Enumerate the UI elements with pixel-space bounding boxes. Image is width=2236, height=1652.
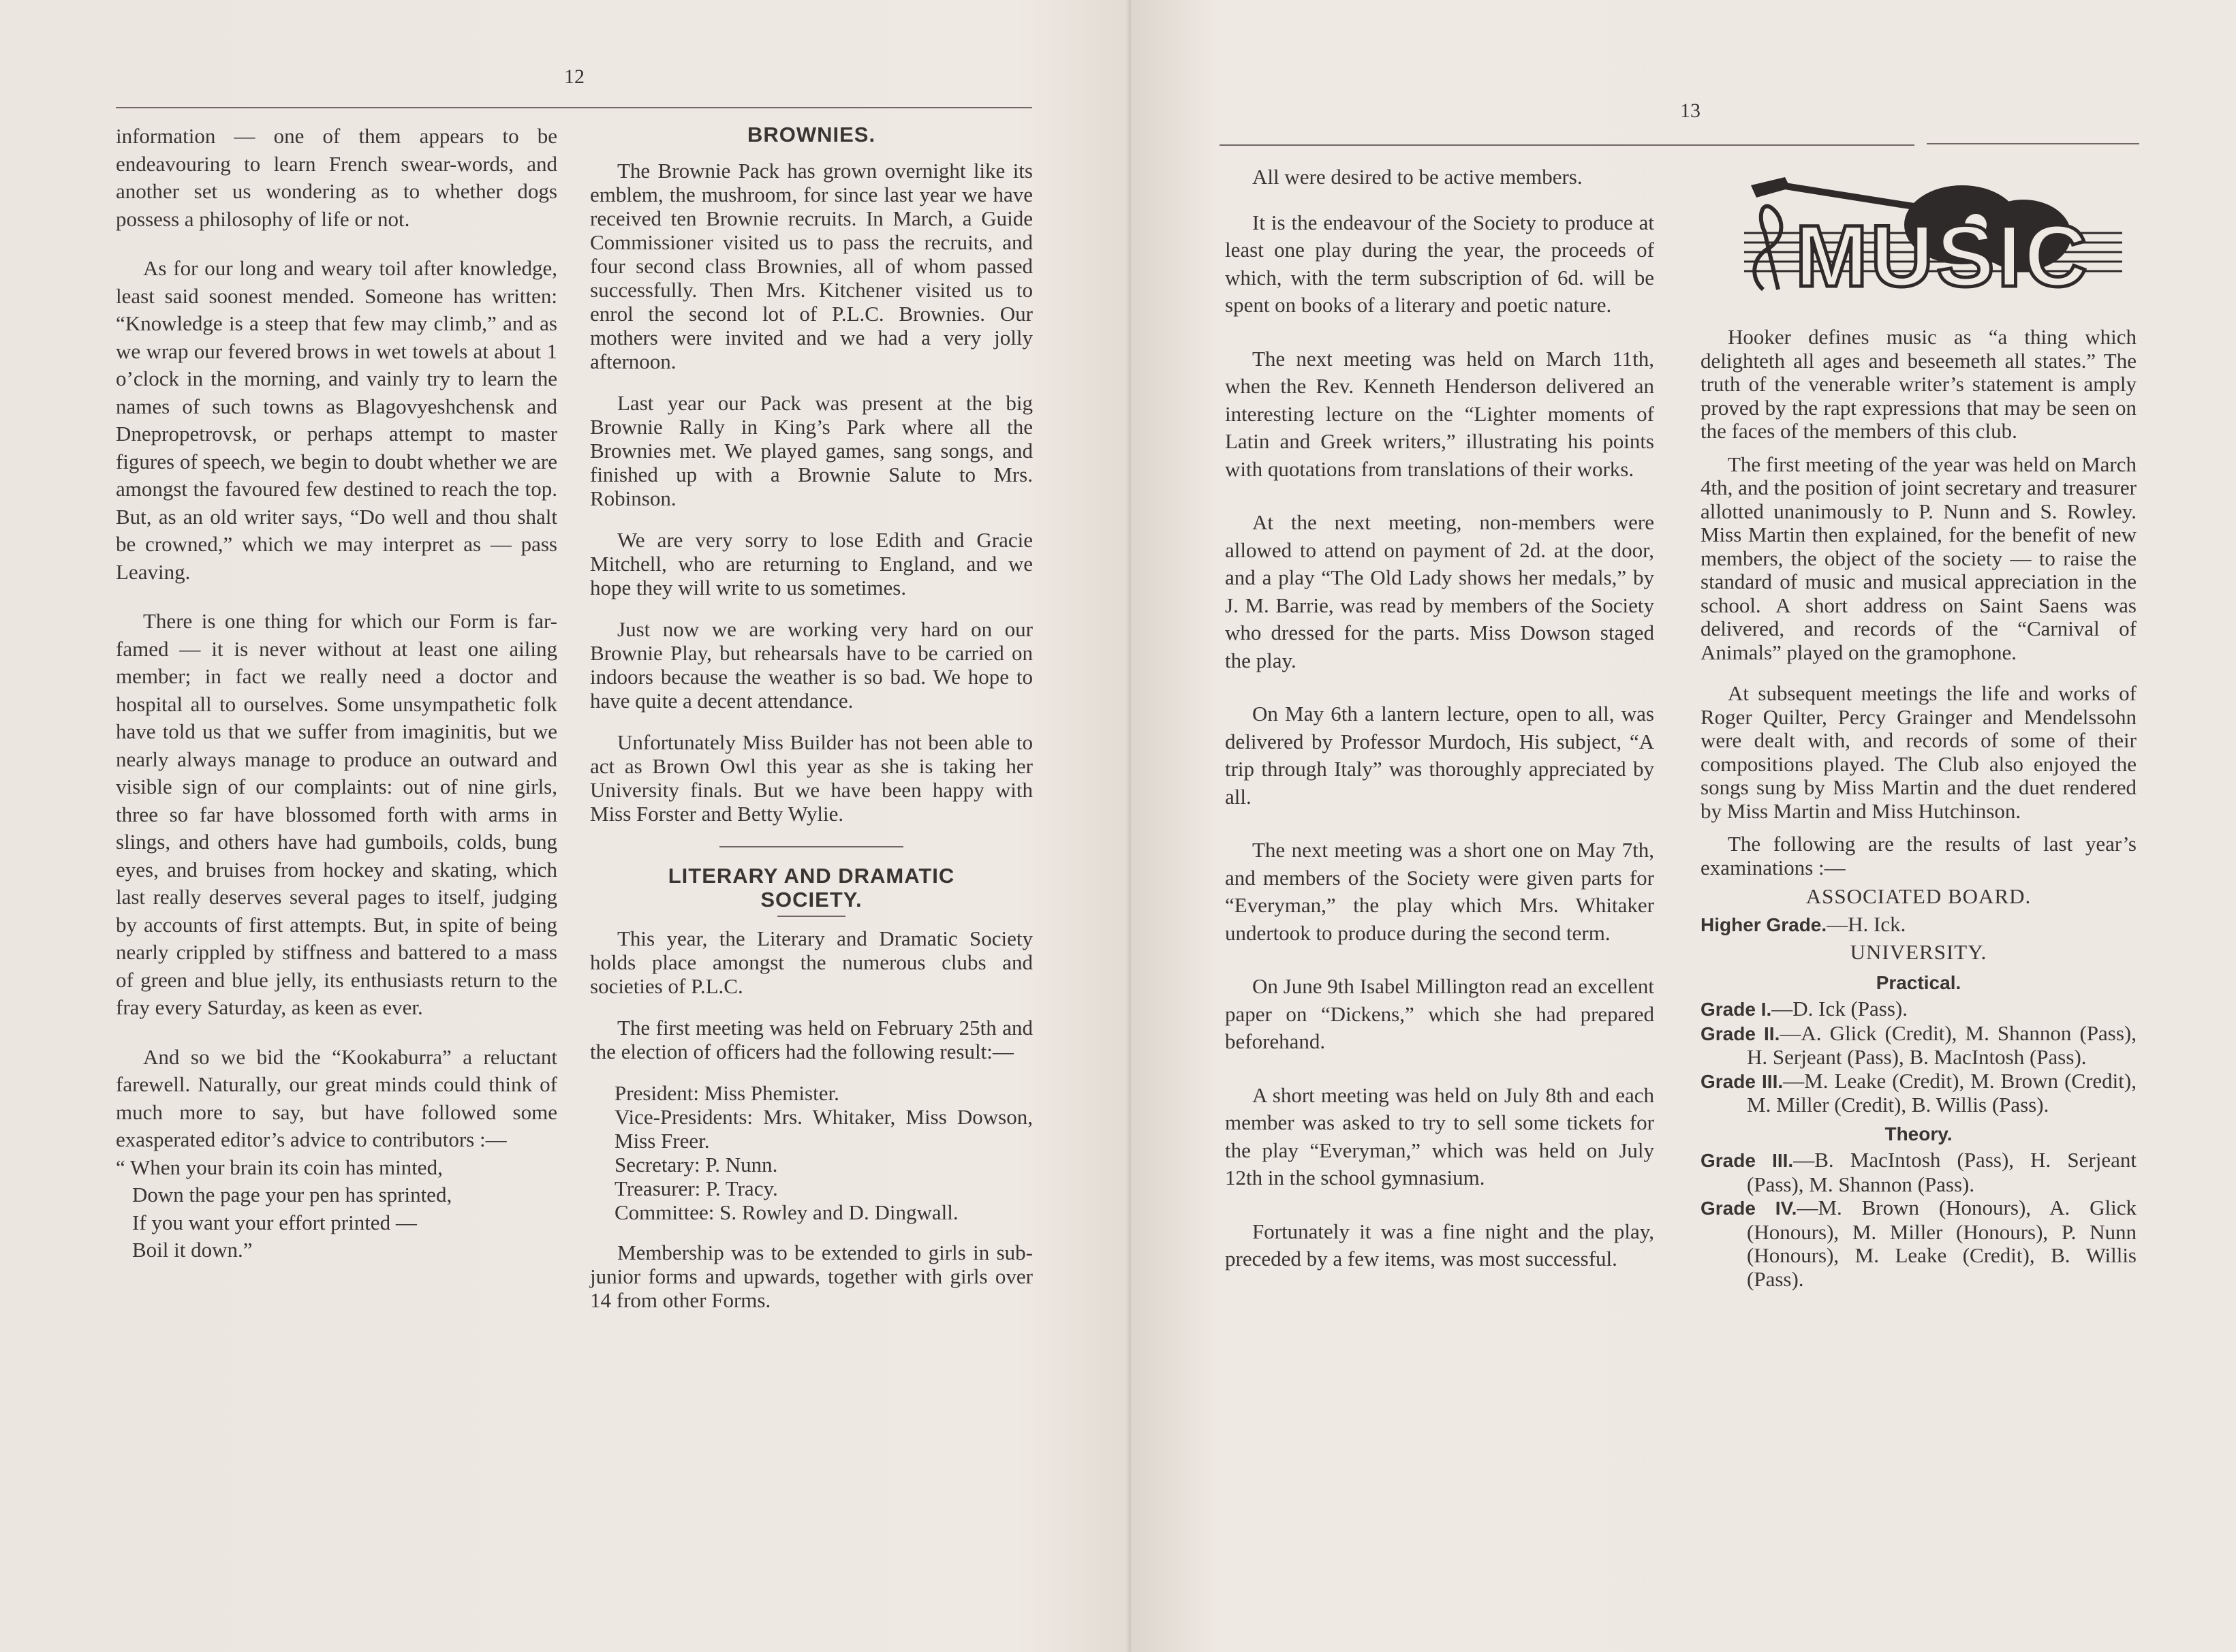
paragraph: As for our long and weary toil after knowledge, least said soonest mended. Someone has written: “Knowledge is a steep that few may climb,” and as we wrap our fevered brows in wet towels at about 1 o’clock in the morning, and vainly try to learn the names of such towns as Blagovyeshchensk and Dnepropetrovsk, or perhaps attempt to master figures of speech, we begin to doubt whether we are amongst the favoured few destined to reach the top. But, as an old writer says, “Do well and thou shalt be crowned,” which we may interpret as — pass Leaving. <box>116 256 557 584</box>
grade-text: —M. Leake (Credit), M. Brown (Credit), M. Miller (Credit), B. Willis (Pass). <box>1747 1068 2137 1117</box>
header-rule <box>1220 144 1914 146</box>
verse-line: Down the page your pen has sprinted, <box>132 1183 452 1206</box>
paragraph: On May 6th a lantern lecture, open to all, was delivered by Professor Murdoch, His subject, “A trip through Italy” was thoroughly appreciated by all. <box>1225 702 1654 809</box>
heading-associated-board: ASSOCIATED BOARD. <box>1805 884 2032 908</box>
higher-grade-line <box>1701 913 2137 937</box>
officer-line: Treasurer: P. Tracy. <box>615 1176 778 1200</box>
grade-label: Grade I. <box>1701 999 1772 1020</box>
paragraph: We are very sorry to lose Edith and Gracie Mitchell, who are returning to England, and we hope they will write to us sometimes. <box>590 528 1033 599</box>
heading-university: UNIVERSITY. <box>1850 940 1987 964</box>
paragraph: A short meeting was held on July 8th and each member was asked to try to sell some tickets for the play “Everyman,” which was held on July 12th in the school gymnasium. <box>1225 1082 1654 1189</box>
right-column-1 <box>1225 163 1654 1295</box>
grade-label: Grade III. <box>1701 1150 1794 1171</box>
paragraph: Fortunately it was a fine night and the play, preceded by a few items, was most successful. <box>1225 1219 1654 1271</box>
header-rule-2 <box>1927 143 2139 144</box>
header-rule <box>116 107 1032 108</box>
music-logo-text: MUSIC <box>1795 208 2090 305</box>
paragraph: The Brownie Pack has grown overnight like its emblem, the mushroom, for since last year we have received ten Brownie recruits. In March, a Guide Commissioner visited us to pass the recruits, and four second class Brownies, all of whom passed successfully. Then Mrs. Kitchener visited us to enrol the second lot of P.L.C. Brownies. Our mothers were invited and we had a very jolly afternoon. <box>590 159 1033 373</box>
grade-entry <box>1701 997 2137 1022</box>
grade-entry <box>1701 1196 2137 1291</box>
higher-grade-label: Higher Grade. <box>1701 914 1827 935</box>
grade-text: —M. Brown (Honours), A. Glick (Honours), M. Miller (Honours), P. Nunn (Honours), M. Leake (Credit), B. Willis (Pass). <box>1747 1196 2137 1291</box>
grade-label: Grade IV. <box>1701 1198 1797 1219</box>
paragraph: Unfortunately Miss Builder has not been able to act as Brown Owl this year as she is taking her University finals. But we have been happy with Miss Forster and Betty Wylie. <box>590 730 1033 826</box>
grade-text: —B. MacIntosh (Pass), H. Serjeant (Pass), M. Shannon (Pass). <box>1747 1148 2137 1196</box>
officer-line: Secretary: P. Nunn. <box>615 1153 778 1176</box>
grade-label: Grade II. <box>1701 1023 1780 1044</box>
verse-line: If you want your effort printed — <box>132 1210 417 1234</box>
paragraph: All were desired to be active members. <box>1252 165 1583 189</box>
paragraph: At subsequent meetings the life and works of Roger Quilter, Percy Grainger and Mendelssohn were dealt with, and records of some of their compositions played. The Club also enjoyed the songs sung by Miss Martin and the duet rendered by Miss Martin and Miss Hutchinson. <box>1701 681 2137 823</box>
higher-grade-text: —H. Ick. <box>1827 911 1906 936</box>
verse-line: Boil it down.” <box>132 1238 253 1262</box>
heading-theory: Theory. <box>1884 1123 1953 1144</box>
paragraph: On June 9th Isabel Millington read an excellent paper on “Dickens,” which she had prepared beforehand. <box>1225 974 1654 1053</box>
paragraph: Membership was to be extended to girls in sub-junior forms and upwards, together with girls over 14 from other Forms. <box>590 1241 1033 1312</box>
grade-text: —A. Glick (Credit), M. Shannon (Pass), H. Serjeant (Pass), B. MacIntosh (Pass). <box>1747 1020 2137 1069</box>
grade-entry <box>1701 1022 2137 1070</box>
section-heading-brownies: BROWNIES. <box>747 123 876 146</box>
officer-line: Committee: S. Rowley and D. Dingwall. <box>615 1200 959 1224</box>
left-column-2 <box>590 123 1033 1334</box>
music-logo-icon <box>1730 170 2126 307</box>
divider <box>777 916 845 917</box>
page-number: 12 <box>564 65 585 88</box>
grade-text: —D. Ick (Pass). <box>1771 997 1908 1020</box>
verse-line: “ When your brain its coin has minted, <box>116 1155 443 1179</box>
divider <box>719 846 903 847</box>
section-heading-literary: LITERARY AND DRAMATIC <box>668 864 955 888</box>
heading-practical: Practical. <box>1876 971 1961 993</box>
paragraph: The first meeting of the year was held on March 4th, and the position of joint secretary and treasurer allotted unanimously to P. Nunn and S. Rowley. Miss Martin then explained, for the benefit of new members, the object of the society — to raise the standard of music and musical appreciation in the school. A short address on Saint Saens was delivered, and records of the “Carnival of Animals” played on the gramophone. <box>1701 452 2137 664</box>
left-column-1 <box>116 123 557 1264</box>
grade-entry <box>1701 1149 2137 1196</box>
paragraph: Last year our Pack was present at the big Brownie Rally in King’s Park where all the Brownies met. We played games, sang songs, and finished up with a Brownie Salute to Mrs. Robinson. <box>590 391 1033 510</box>
section-heading-literary-2: SOCIETY. <box>760 888 863 911</box>
paragraph: The first meeting was held on February 25th and the election of officers had the following result:— <box>590 1016 1033 1063</box>
paragraph: information — one of them appears to be endeavouring to learn French swear-words, and another set us wondering as to whether dogs possess a philosophy of life or not. <box>116 124 557 231</box>
paragraph: Just now we are working very hard on our Brownie Play, but rehearsals have to be carried on indoors because the weather is so bad. We hope to have quite a decent attendance. <box>590 617 1033 713</box>
officer-line: President: Miss Phemister. <box>615 1081 839 1105</box>
officers-list <box>590 1081 1033 1224</box>
paragraph: This year, the Literary and Dramatic Society holds place amongst the numerous clubs and societies of P.L.C. <box>590 926 1033 998</box>
paragraph: The following are the results of last year’s examinations :— <box>1701 832 2137 879</box>
officer-line: Vice-Presidents: Mrs. Whitaker, Miss Dowson, Miss Freer. <box>615 1105 1033 1153</box>
verse <box>116 1154 557 1264</box>
paragraph: The next meeting was a short one on May 7th, and members of the Society were given parts for “Everyman,” the play which Mrs. Whitaker undertook to produce during the second term. <box>1225 838 1654 945</box>
paragraph: At the next meeting, non-members were allowed to attend on payment of 2d. at the door, and a play “The Old Lady shows her medals,” by J. M. Barrie, was read by members of the Society who dressed for the parts. Miss Dowson staged the play. <box>1225 510 1654 672</box>
grade-label: Grade III. <box>1701 1070 1784 1092</box>
page-number: 13 <box>1680 99 1701 122</box>
grade-entry <box>1701 1070 2137 1117</box>
paragraph: It is the endeavour of the Society to produce at least one play during the year, the proceeds of which, with the term subscription of 6d. will be spent on books of a literary and poetic nature. <box>1225 210 1654 317</box>
paragraph: There is one thing for which our Form is far-famed — it is never without at least one ailing member; in fact we really need a doctor and hospital all to ourselves. Some unsympathetic folk have told us that we suffer from imaginitis, but we nearly always manage to produce an outward and visible sign of our complaints: out of nine girls, three so far have blossomed forth with arms in slings, and others have had gumboils, colds, bung eyes, and bruises from hockey and skating, which last really deserves several pages to itself, judging by accounts of first attempts. But, in spite of being nearly crippled by stiffness and battered to a mass of green and blue jelly, its enthusiasts return to the fray every Saturday, as keen as ever. <box>116 609 557 1019</box>
paragraph: And so we bid the “Kookaburra” a reluctant farewell. Naturally, our great minds could think of much more to say, but have followed some exasperated editor’s advice to contributors :— <box>116 1044 557 1151</box>
right-column-2 <box>1701 326 2137 1291</box>
paragraph: The next meeting was held on March 11th, when the Rev. Kenneth Henderson delivered an interesting lecture on the “Lighter moments of Latin and Greek writers,” illustrating his points with quotations from translations of their works. <box>1225 346 1654 481</box>
paragraph: Hooker defines music as “a thing which delighteth all ages and beseemeth all states.” The truth of the venerable writer’s statement is amply proved by the rapt expressions that may be seen on the faces of the members of this club. <box>1701 325 2137 443</box>
